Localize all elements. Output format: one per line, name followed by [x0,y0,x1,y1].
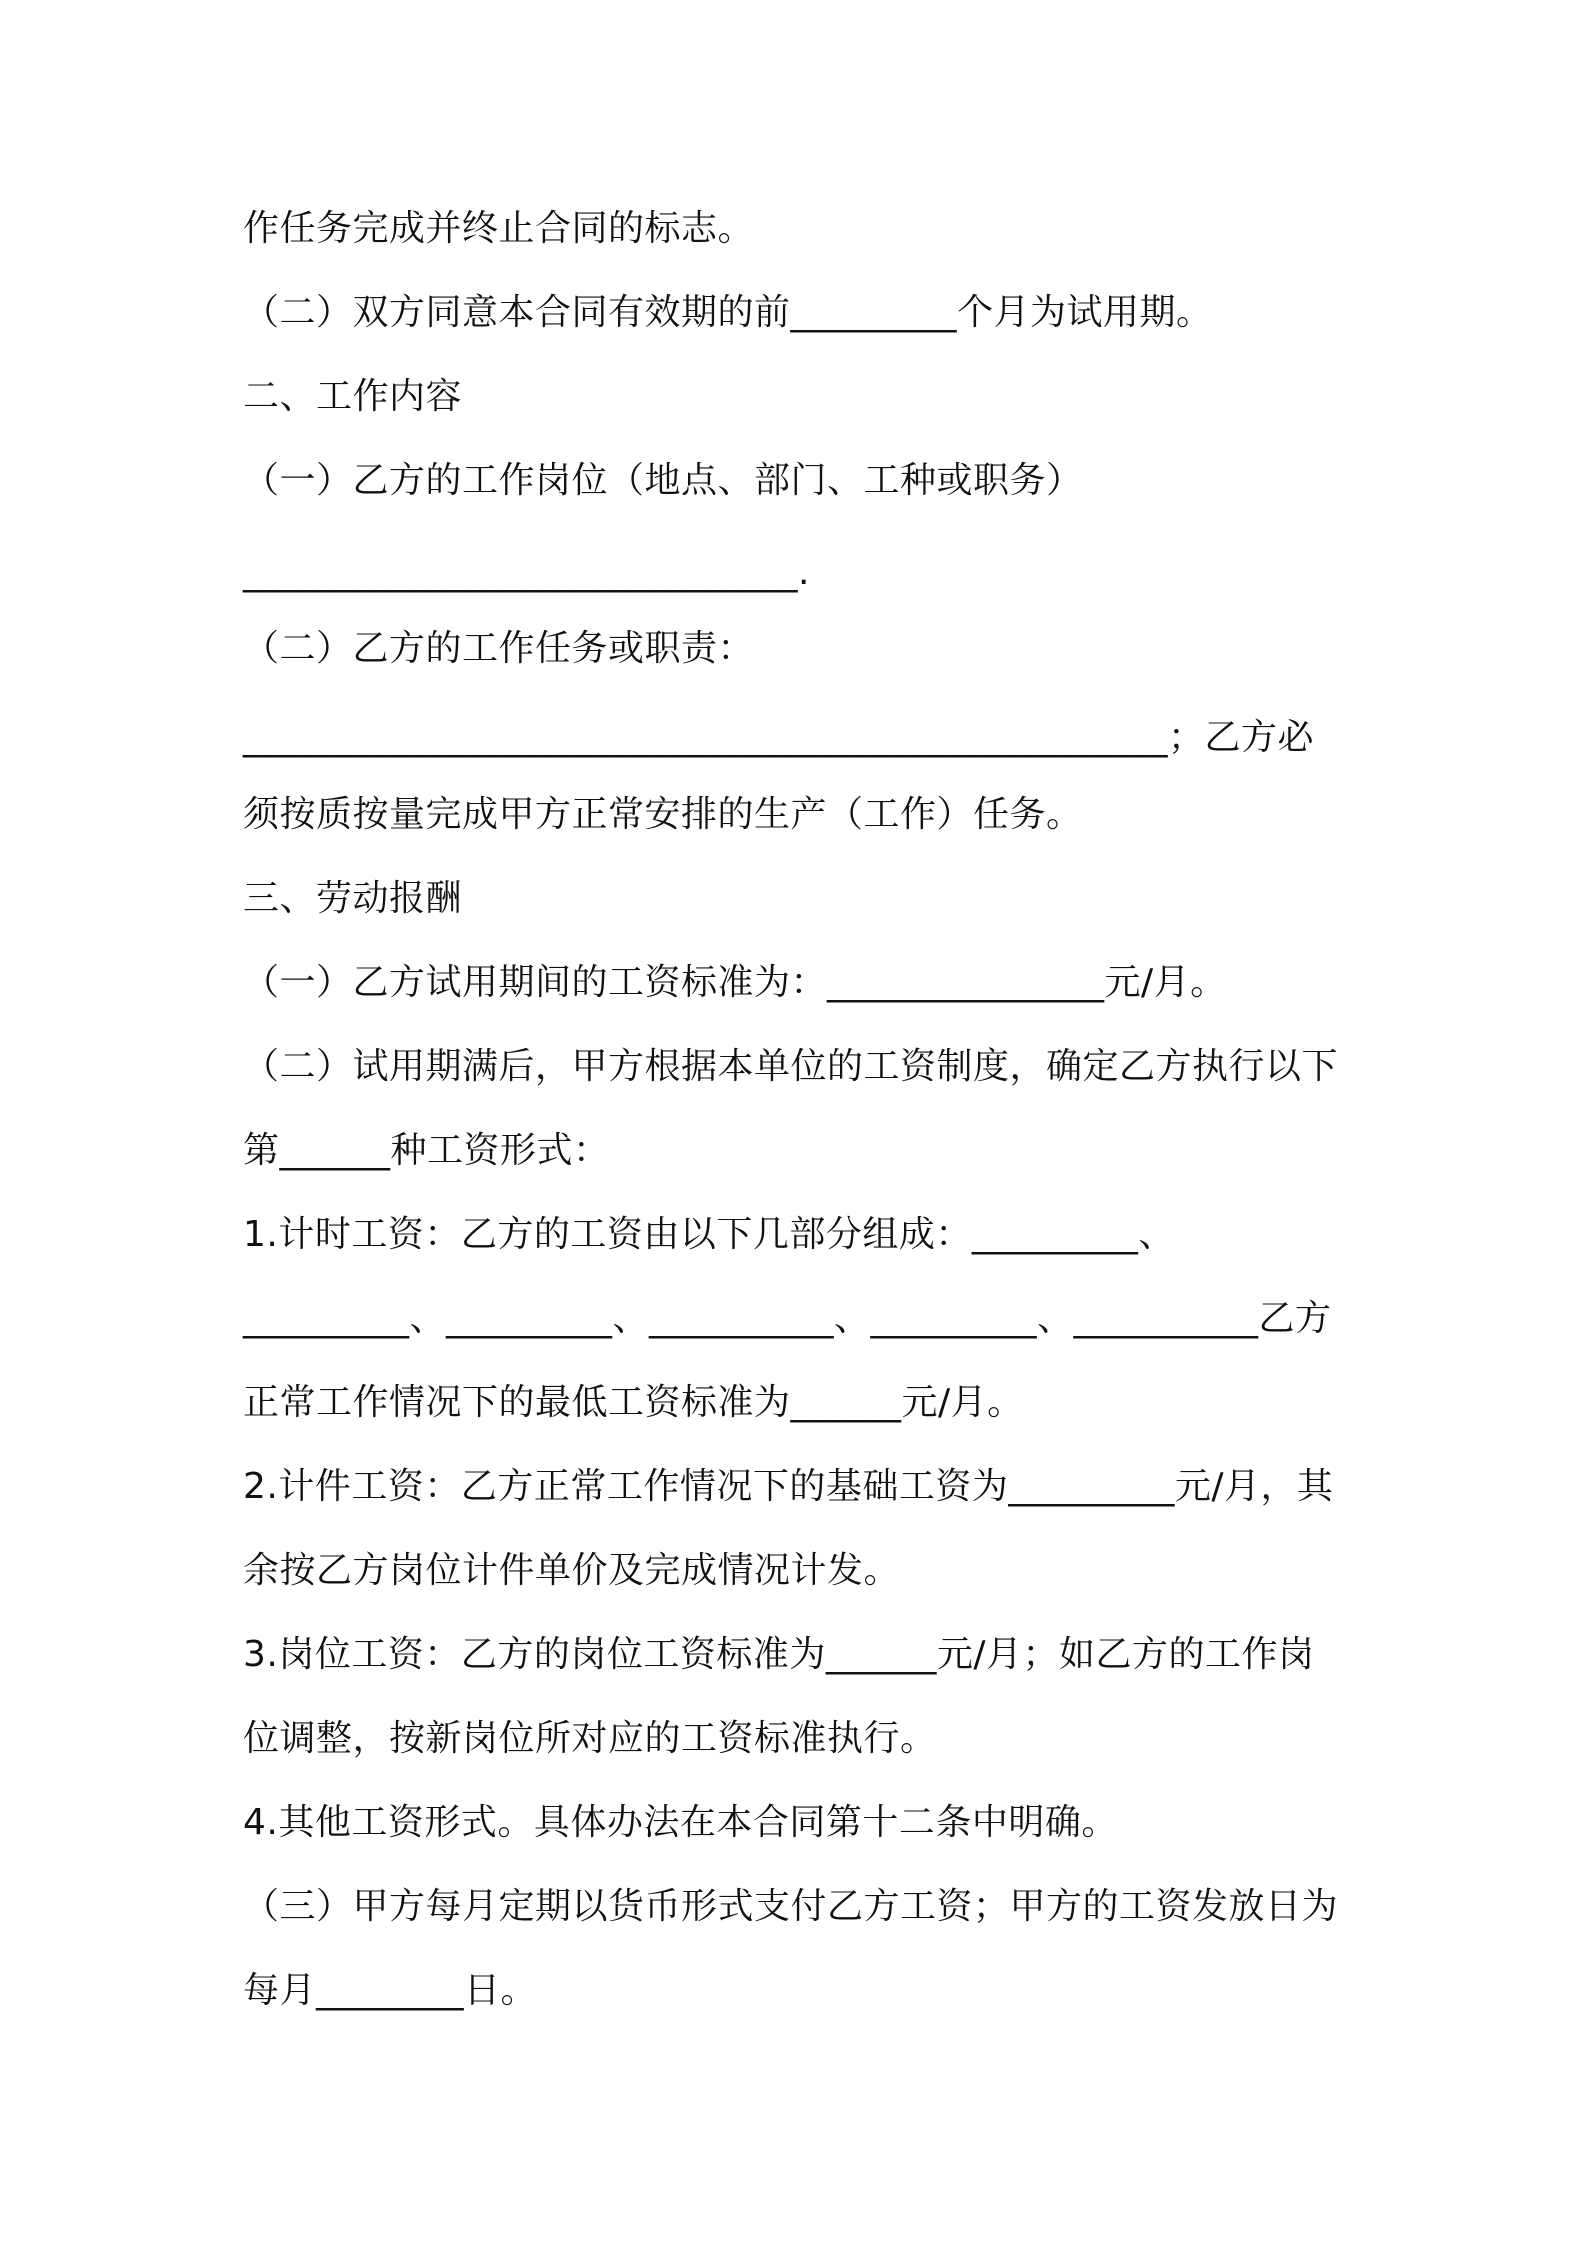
text-line-8: 须按质按量完成甲方正常安排的生产（工作）任务。 [243,794,1083,835]
text-line-1: 作任务完成并终止合同的标志。 [243,208,755,249]
text-line-16: 2.计件工资：乙方正常工作情况下的基础工资为_________元/月，其 [243,1466,1334,1507]
text-line-13: 1.计时工资：乙方的工资由以下几部分组成：_________、 [243,1214,1175,1255]
text-line-20: 4.其他工资形式。具体办法在本合同第十二条中明确。 [243,1802,1118,1843]
text-line-11: （二）试用期满后，甲方根据本单位的工资制度，确定乙方执行以下 [243,1046,1339,1087]
text-line-19: 位调整，按新岗位所对应的工资标准执行。 [243,1718,937,1759]
section-heading-remuneration: 三、劳动报酬 [243,878,463,919]
text-line-18: 3.岗位工资：乙方的岗位工资标准为______元/月；如乙方的工作岗 [243,1634,1315,1675]
text-line-21: （三）甲方每月定期以货币形式支付乙方工资；甲方的工资发放日为 [243,1886,1339,1927]
text-line-22: 每月________日。 [243,1970,538,2011]
text-line-2: （二）双方同意本合同有效期的前_________个月为试用期。 [243,292,1213,333]
text-line-12: 第______种工资形式： [243,1130,610,1171]
text-line-4: （一）乙方的工作岗位（地点、部门、工种或职务） [243,460,1083,501]
text-line-14: _________、_________、__________、_________、__________乙方 [243,1298,1332,1339]
blank-line-position: ______________________________. [243,552,810,593]
text-line-10: （一）乙方试用期间的工资标准为：_______________元/月。 [243,962,1227,1003]
text-line-6: （二）乙方的工作任务或职责： [243,628,755,669]
section-heading-work-content: 二、工作内容 [243,376,463,417]
blank-line-duties: __________________________________________________；乙方必 [243,717,1314,758]
text-line-17: 余按乙方岗位计件单价及完成情况计发。 [243,1550,901,1591]
text-line-15: 正常工作情况下的最低工资标准为______元/月。 [243,1382,1024,1423]
